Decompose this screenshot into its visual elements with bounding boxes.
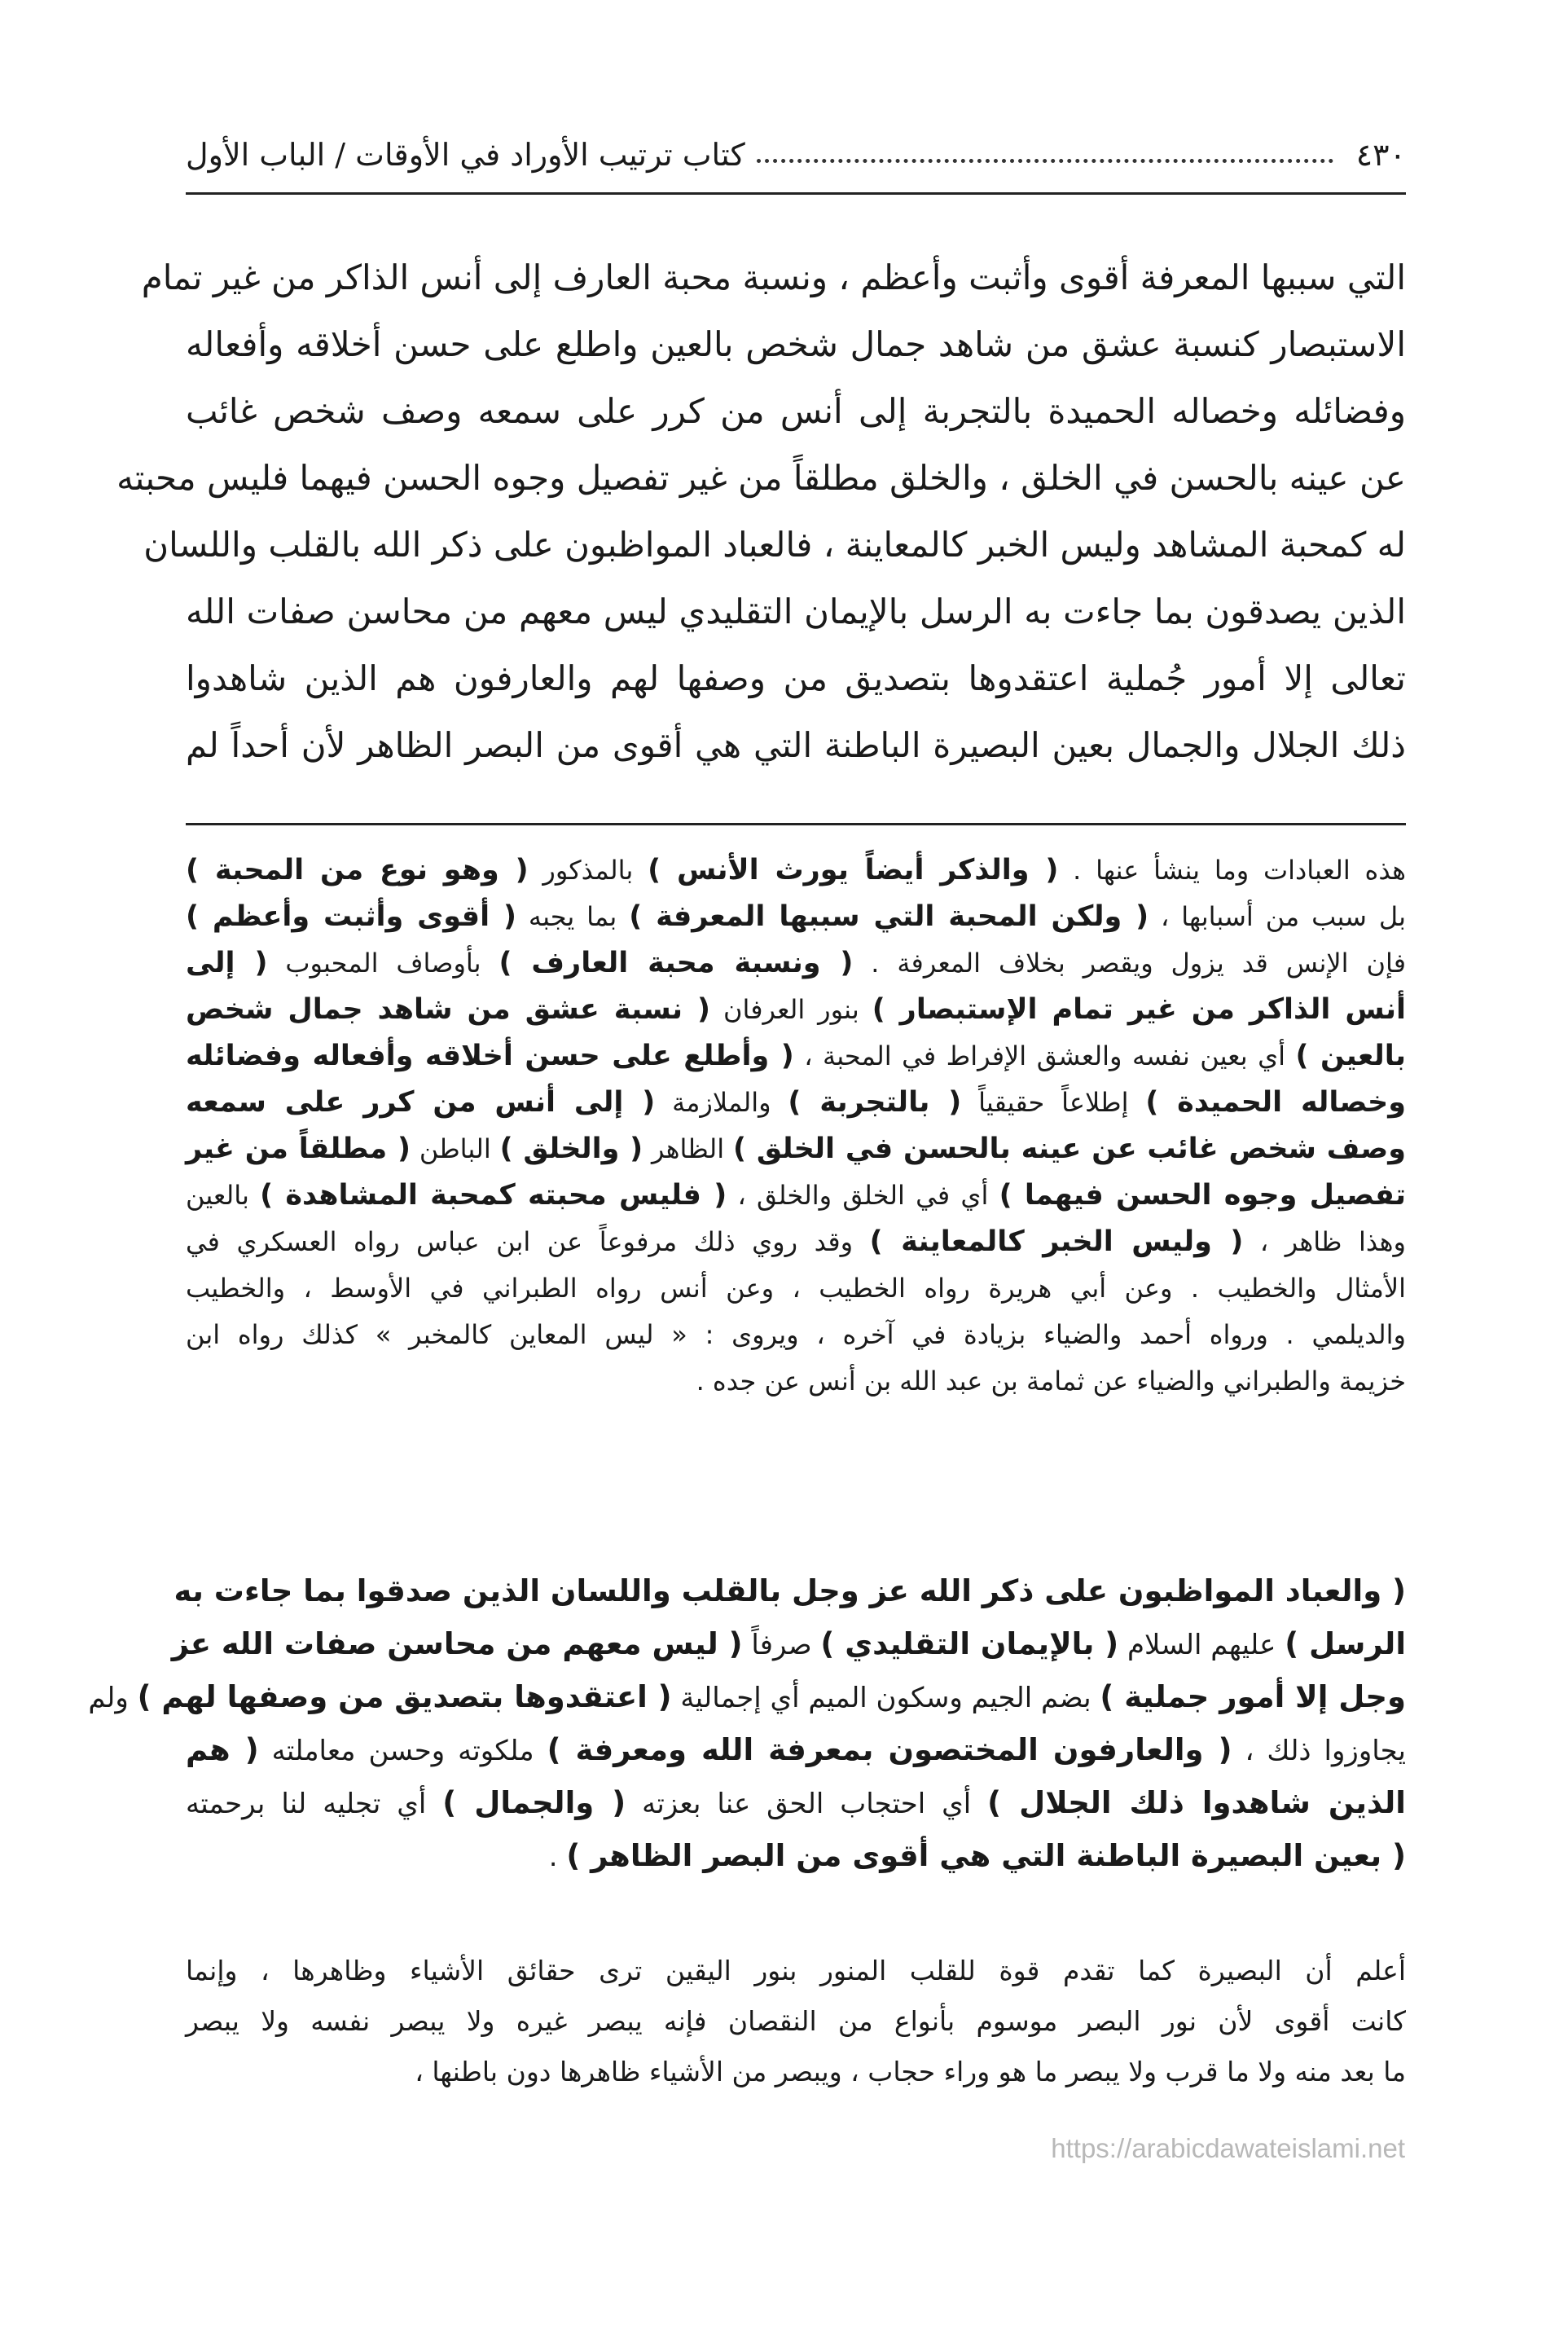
page-number: ٤٣٠ bbox=[1355, 137, 1406, 173]
commentary-text: هذه العبادات وما ينشأ عنها . bbox=[1058, 855, 1406, 886]
header-rule bbox=[186, 192, 1406, 195]
running-header bbox=[186, 130, 1406, 179]
commentary-line bbox=[186, 1723, 1406, 1776]
commentary-line bbox=[186, 847, 1406, 894]
commentary-text: أي في الخلق والخلق ، bbox=[727, 1180, 999, 1211]
quoted-matn-text: ( بعين البصيرة الباطنة التي هي أقوى من البصر الظاهر ) bbox=[566, 1838, 1406, 1873]
commentary-text: بل سبب من أسبابها ، bbox=[1149, 901, 1407, 932]
quoted-matn-text: ( ليس معهم من محاسن صفات الله عز bbox=[171, 1626, 743, 1661]
commentary-line bbox=[186, 1829, 1406, 1882]
commentary-text: بما يجبه bbox=[516, 901, 630, 932]
commentary-text: صرفاً bbox=[742, 1629, 821, 1661]
commentary-text: . bbox=[548, 1841, 567, 1873]
quoted-matn-text: وخصاله الحميدة ) bbox=[1145, 1086, 1407, 1119]
commentary-line bbox=[88, 1670, 1406, 1723]
quoted-matn-text: ( نسبة عشق من شاهد جمال شخص bbox=[186, 993, 710, 1026]
commentary-text: عليهم السلام bbox=[1118, 1629, 1285, 1661]
commentary-line: أعلم أن البصيرة كما تقدم قوة للقلب المنور بنور اليقين ترى حقائق الأشياء وظاهرها ، وإنما bbox=[186, 1955, 1406, 1986]
quoted-matn-text: وصف شخص غائب عن عينه بالحسن في الخلق ) bbox=[733, 1133, 1407, 1165]
running-title: كتاب ترتيب الأوراد في الأوقات / الباب الأول bbox=[186, 137, 745, 173]
commentary-text: والملازمة bbox=[655, 1087, 788, 1118]
quoted-matn-text: الذين شاهدوا ذلك الجلال ) bbox=[987, 1785, 1406, 1820]
main-text-line: وفضائله وخصاله الحميدة بالتجربة إلى أنس من كرر على سمعه وصف شخص غائب bbox=[186, 391, 1406, 431]
quoted-matn-text: ( إلى أنس من كرر على سمعه bbox=[186, 1086, 656, 1119]
commentary-line bbox=[186, 1265, 1406, 1312]
quoted-matn-text: بالعين ) bbox=[1295, 1040, 1407, 1072]
quoted-matn-text: وجل إلا أمور جملية ) bbox=[1100, 1679, 1406, 1714]
quoted-matn-text: ( فليس محبته كمحبة المشاهدة ) bbox=[260, 1179, 727, 1212]
main-text-line: ذلك الجلال والجمال بعين البصيرة الباطنة التي هي أقوى من البصر الظاهر لأن أحداً لم bbox=[186, 725, 1406, 765]
quoted-matn-text: ( بالتجربة ) bbox=[788, 1086, 962, 1119]
commentary-line bbox=[186, 1312, 1406, 1358]
watermark-url: https://arabicdawateislami.net bbox=[1051, 2133, 1405, 2163]
commentary-text: الباطن bbox=[411, 1133, 500, 1164]
quoted-matn-text: أنس الذاكر من غير تمام الإستبصار ) bbox=[872, 993, 1406, 1026]
main-text-block bbox=[116, 244, 1406, 779]
commentary-text: الأمثال والخطيب . وعن أبي هريرة رواه الخطيب ، وعن أنس رواه الطبراني في الأوسط ، والخطيب bbox=[186, 1273, 1406, 1304]
commentary-line bbox=[186, 894, 1406, 940]
commentary-text: بالمذكور bbox=[528, 855, 648, 886]
quoted-matn-text: ( إلى bbox=[186, 947, 268, 979]
commentary-line: ما بعد منه ولا ما قرب ولا يبصر ما هو وراء حجاب ، ويبصر من الأشياء ظاهرها دون باطنها ، bbox=[415, 2056, 1406, 2087]
quoted-matn-text: ( والعباد المواظبون على ذكر الله عز وجل بالقلب واللسان الذين صدقوا بما جاءت به bbox=[173, 1573, 1406, 1608]
commentary-text: أي بعين نفسه والعشق الإفراط في المحبة ، bbox=[793, 1040, 1296, 1071]
commentary-block-3 bbox=[186, 1946, 1406, 2097]
main-text-line: الاستبصار كنسبة عشق من شاهد جمال شخص بالعين واطلع على حسن أخلاقه وأفعاله bbox=[186, 324, 1406, 364]
commentary-text: ملكوته وحسن معاملته bbox=[258, 1735, 547, 1767]
header-dot-leader bbox=[757, 159, 1333, 163]
quoted-matn-text: ( أقوى وأثبت وأعظم ) bbox=[186, 900, 517, 933]
quoted-matn-text: ( اعتقدوها بتصديق من وصفها لهم ) bbox=[137, 1679, 672, 1714]
main-text-line: التي سببها المعرفة أقوى وأثبت وأعظم ، ونسبة محبة العارف إلى أنس الذاكر من غير تمام bbox=[141, 257, 1406, 297]
quoted-matn-text: الرسل ) bbox=[1285, 1626, 1406, 1661]
commentary-line bbox=[186, 1172, 1406, 1219]
quoted-matn-text: ( وهو نوع من المحبة ) bbox=[186, 854, 529, 886]
commentary-text: خزيمة والطبراني والضياء عن ثمامة بن عبد الله بن أنس عن جده . bbox=[696, 1366, 1406, 1397]
commentary-text: والديلمي . ورواه أحمد والضياء بزيادة في آخره ، ويروى : « ليس المعاين كالمخبر » كذلك رواه ابن bbox=[186, 1319, 1406, 1350]
quoted-matn-text: ( وليس الخبر كالمعاينة ) bbox=[869, 1225, 1244, 1258]
quoted-matn-text: ( ونسبة محبة العارف ) bbox=[499, 947, 854, 979]
commentary-line bbox=[186, 1126, 1406, 1172]
commentary-text: بأوصاف المحبوب bbox=[267, 948, 499, 979]
main-text-line: تعالى إلا أمور جُملية اعتقدوها بتصديق من وصفها لهم والعارفون هم الذين شاهدوا bbox=[186, 658, 1406, 698]
commentary-text: وقد روي ذلك مرفوعاً عن ابن عباس رواه العسكري في bbox=[186, 1226, 870, 1257]
quoted-matn-text: ( بالإيمان التقليدي ) bbox=[820, 1626, 1119, 1661]
commentary-line bbox=[171, 1617, 1406, 1670]
quoted-matn-text: ( والخلق ) bbox=[499, 1133, 643, 1165]
quoted-matn-text: تفصيل وجوه الحسن فيهما ) bbox=[999, 1179, 1406, 1212]
commentary-line bbox=[186, 1219, 1406, 1265]
quoted-matn-text: ( مطلقاً من غير bbox=[186, 1133, 411, 1165]
main-text-line: عن عينه بالحسن في الخلق ، والخلق مطلقاً من غير تفصيل وجوه الحسن فيهما فليس محبته bbox=[116, 458, 1406, 498]
commentary-text: الظاهر bbox=[643, 1133, 734, 1164]
commentary-block-1 bbox=[186, 847, 1406, 1405]
commentary-line bbox=[173, 1564, 1406, 1617]
commentary-line: كانت أقوى لأن نور البصر موسوم بأنواع من النقصان فإنه يبصر غيره ولا يبصر نفسه ولا يبصر bbox=[186, 2005, 1406, 2037]
main-text-line: الذين يصدقون بما جاءت به الرسل بالإيمان التقليدي ليس معهم من محاسن صفات الله bbox=[186, 592, 1406, 631]
commentary-text: ولم bbox=[88, 1682, 138, 1714]
commentary-line bbox=[186, 940, 1406, 987]
quoted-matn-text: ( والذكر أيضاً يورث الأنس ) bbox=[648, 854, 1059, 886]
text-commentary-separator bbox=[186, 823, 1406, 825]
commentary-text: بضم الجيم وسكون الميم أي إجمالية bbox=[671, 1682, 1100, 1714]
quoted-matn-text: ( ولكن المحبة التي سببها المعرفة ) bbox=[629, 900, 1149, 933]
quoted-matn-text: ( والجمال ) bbox=[442, 1785, 626, 1820]
quoted-matn-text: ( والعارفون المختصون بمعرفة الله ومعرفة ) bbox=[547, 1732, 1232, 1767]
commentary-line bbox=[186, 1776, 1406, 1829]
commentary-line bbox=[186, 1033, 1406, 1080]
main-text-line: له كمحبة المشاهد وليس الخبر كالمعاينة ، فالعباد المواظبون على ذكر الله بالقلب واللسان bbox=[143, 525, 1406, 565]
commentary-line bbox=[186, 987, 1406, 1033]
quoted-matn-text: ( هم bbox=[186, 1732, 259, 1767]
commentary-text: يجاوزوا ذلك ، bbox=[1232, 1735, 1407, 1767]
commentary-text: وهذا ظاهر ، bbox=[1243, 1226, 1406, 1257]
quoted-matn-text: ( وأطلع على حسن أخلاقه وأفعاله وفضائله bbox=[186, 1040, 794, 1072]
commentary-text: بالعين bbox=[186, 1180, 261, 1211]
commentary-text: أي تجليه لنا برحمته bbox=[186, 1788, 443, 1820]
commentary-line bbox=[186, 1358, 1406, 1405]
commentary-line bbox=[186, 1080, 1406, 1126]
commentary-block-2 bbox=[88, 1564, 1407, 1882]
commentary-text: بنور العرفان bbox=[709, 994, 872, 1025]
commentary-text: إطلاعاً حقيقياً bbox=[961, 1087, 1146, 1118]
commentary-text: أي احتجاب الحق عنا بعزته bbox=[626, 1788, 988, 1820]
commentary-text: فإن الإنس قد يزول ويقصر بخلاف المعرفة . bbox=[853, 948, 1406, 979]
